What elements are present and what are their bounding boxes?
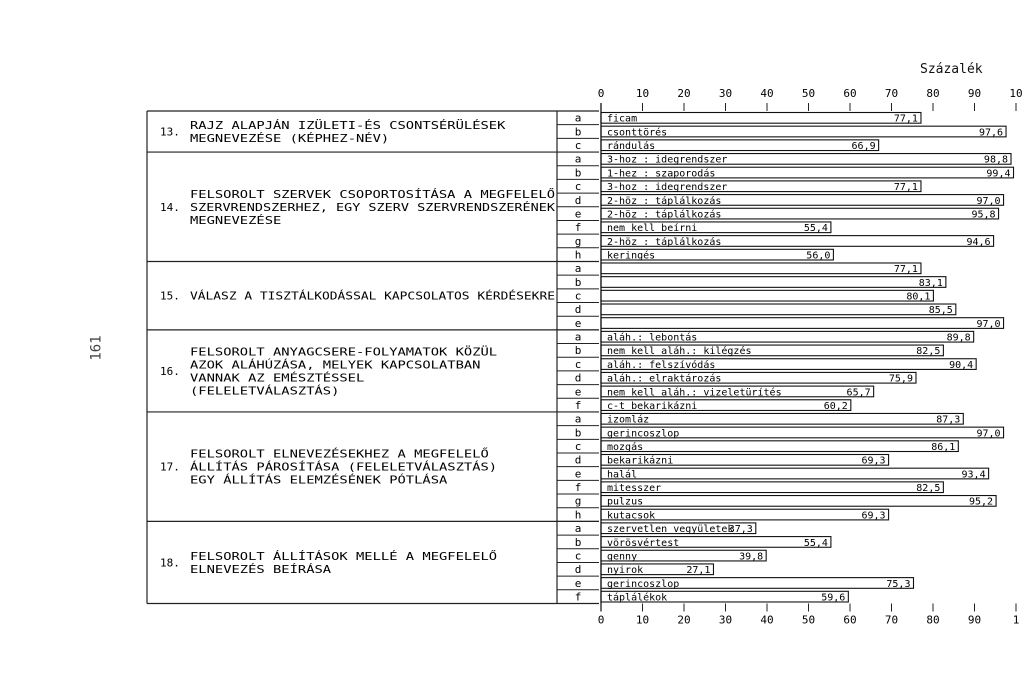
bar-value-label: 95,8	[971, 209, 996, 221]
bar-value-label: 82,5	[916, 483, 941, 495]
answer-letter: f	[574, 481, 582, 495]
bar-value-label: 83,1	[918, 277, 943, 289]
bar-label: gerincoszlop	[607, 428, 680, 440]
bar-label: 1-hez : szaporodás	[607, 168, 716, 180]
question-text: FELSOROLT SZERVEK CSOPORTOSÍTÁSA A MEGFELELŐ	[190, 188, 469, 201]
bar-value-label: 39,8	[739, 551, 764, 563]
answer-letter: d	[574, 371, 582, 385]
bar	[601, 290, 933, 301]
bar-label: szervetlen vegyületek	[607, 524, 734, 536]
bar-value-label: 65,7	[846, 387, 871, 399]
bar-label: aláh.: elraktározás	[607, 373, 722, 385]
bar-value-label: 27,1	[686, 565, 711, 577]
x-tick-top-label: 70	[884, 87, 899, 100]
question-number: 14.	[160, 200, 180, 214]
x-tick-top-label: 10	[1009, 87, 1023, 100]
bar-value-label: 77,1	[893, 182, 918, 194]
bar-label: kutacsok	[607, 510, 656, 522]
bar-label: mitesszer	[607, 483, 662, 495]
bar-value-label: 55,4	[803, 537, 828, 549]
answer-letter: e	[574, 576, 582, 590]
question-text: MEGNEVEZÉSE	[190, 214, 260, 227]
bar-label: ficam	[607, 113, 638, 125]
bar	[601, 263, 921, 274]
question-number: 15.	[160, 289, 180, 303]
bar-label: nyirok	[607, 565, 644, 577]
x-tick-top-label: 10	[635, 87, 650, 100]
question-number: 17.	[160, 460, 180, 474]
x-tick-top-label: 90	[967, 87, 982, 100]
bar-label: vörösvértest	[607, 537, 680, 549]
bar-label: pulzus	[607, 496, 644, 508]
x-tick-bottom-label: 90	[967, 613, 982, 627]
bar	[601, 496, 996, 507]
x-tick-bottom-label: 40	[760, 613, 774, 627]
bar-label: 3-hoz : idegrendszer	[607, 154, 728, 166]
bar-value-label: 94,6	[966, 236, 991, 248]
x-tick-top-label: 60	[843, 87, 857, 100]
question-text: VANNAK AZ EMÉSZTÉSSEL	[190, 372, 323, 385]
bar-label: mozgás	[607, 442, 644, 453]
answer-letter: a	[574, 111, 582, 125]
bar-value-label: 75,3	[886, 578, 911, 590]
answer-letter: b	[574, 166, 582, 180]
bar-value-label: 69,3	[861, 455, 886, 467]
answer-letter: f	[574, 398, 582, 412]
answer-letter: h	[574, 248, 582, 262]
x-tick-bottom-label: 10	[635, 613, 650, 627]
question-text: FELSOROLT ELNEVEZÉSEKHEZ A MEGFELELŐ	[190, 448, 418, 461]
x-tick-top-label: 50	[801, 87, 816, 100]
bar-label: nem kell aláh.: vizeletürítés	[607, 387, 782, 399]
bar-value-label: 97,0	[976, 318, 1001, 330]
bar-value-label: 69,3	[861, 510, 886, 522]
answer-letter: c	[574, 289, 582, 303]
bar-value-label: 59,6	[821, 592, 846, 604]
question-text: MEGNEVEZÉSE (KÉPHEZ-NÉV)	[190, 133, 342, 146]
bar-value-label: 95,2	[968, 496, 994, 508]
answer-letter: e	[574, 467, 582, 481]
answer-letter: g	[574, 494, 582, 508]
x-tick-top-label: 40	[760, 87, 774, 100]
bar-label: genny	[607, 551, 638, 563]
bar-value-label: 97,0	[976, 428, 1001, 440]
bar-value-label: 55,4	[803, 223, 828, 235]
bar-label: táplálékok	[607, 592, 668, 604]
bar-value-label: 90,4	[949, 359, 974, 371]
bar-label: izomláz	[607, 414, 650, 426]
bar	[601, 113, 921, 124]
bar-value-label: 77,1	[893, 264, 918, 276]
bar-value-label: 87,3	[936, 414, 961, 426]
bar-label: nem kell aláh.: kilégzés	[607, 346, 752, 358]
bar-value-label: 93,4	[961, 469, 986, 481]
x-tick-bottom-label: 70	[884, 613, 899, 627]
x-tick-bottom-label: 30	[718, 613, 733, 627]
bar-label: rándulás	[607, 141, 656, 153]
answer-letter: c	[574, 180, 582, 194]
x-axis-unit-label: Százalék	[920, 62, 983, 77]
bar-value-label: 97,0	[976, 195, 1001, 207]
bar-value-label: 82,5	[916, 346, 941, 358]
answer-letter: a	[574, 412, 582, 426]
answer-letter: b	[574, 426, 582, 440]
answer-letter: d	[574, 303, 582, 317]
x-tick-bottom-label: 0	[597, 613, 605, 627]
answer-letter: b	[574, 535, 582, 549]
answer-letter: c	[574, 357, 582, 371]
bar-label: csonttörés	[607, 127, 668, 139]
bar-label: keringés	[607, 250, 656, 262]
answer-letter: c	[574, 139, 582, 153]
x-tick-top-label: 30	[718, 87, 733, 100]
bar-value-label: 85,5	[928, 305, 953, 317]
question-number: 16.	[160, 364, 180, 378]
answer-letter: d	[574, 453, 582, 467]
bar-value-label: 89,8	[946, 332, 971, 344]
bar-label: halál	[607, 469, 638, 481]
question-text: FELSOROLT ÁLLÍTÁSOK MELLÉ A MEGFELELŐ	[190, 550, 424, 563]
answer-letter: a	[574, 152, 582, 166]
bar-value-label: 80,1	[906, 291, 931, 303]
margin-page-number: 161	[88, 335, 105, 361]
bar-value-label: 98,8	[983, 154, 1009, 166]
bar-label: 3-hoz : idegrendszer	[607, 182, 728, 194]
x-tick-bottom-label: 50	[801, 613, 816, 627]
answer-letter: f	[574, 590, 582, 604]
answer-letter: b	[574, 275, 582, 289]
answer-letter: c	[574, 549, 582, 563]
x-tick-bottom-label: 80	[926, 613, 940, 627]
question-text: ÁLLÍTÁS PÁROSÍTÁSA (FELELETVÁLASZTÁS)	[190, 461, 424, 474]
bar-label: c-t bekarikázni	[607, 400, 698, 412]
answer-letter: b	[574, 344, 582, 358]
x-tick-top-label: 20	[677, 87, 691, 100]
answer-letter: h	[574, 508, 582, 522]
bar	[601, 277, 946, 288]
bar-label: 2-höz : táplálkozás	[607, 236, 722, 248]
x-tick-bottom-label: 20	[677, 613, 691, 627]
x-tick-bottom-label: 1	[1012, 613, 1020, 627]
question-text: (FELELETVÁLASZTÁS)	[190, 385, 304, 398]
bar-value-label: 60,2	[823, 400, 848, 412]
bar-label: aláh.: lebontás	[607, 332, 698, 344]
bar-value-label: 75,9	[888, 373, 913, 385]
answer-letter: a	[574, 262, 582, 276]
bar	[601, 413, 963, 424]
question-text: SZERVRENDSZERHEZ, EGY SZERV SZERVRENDSZERÉNEK	[190, 201, 475, 214]
x-tick-bottom-label: 60	[843, 613, 857, 627]
question-number: 18.	[160, 556, 180, 570]
bar-label: 2-höz : táplálkozás	[607, 195, 722, 207]
answer-letter: f	[574, 221, 582, 235]
question-text: AZOK ALÁHÚZÁSA, MELYEK KAPCSOLATBAN	[190, 359, 412, 372]
answer-letter: e	[574, 316, 582, 330]
answer-letter: e	[574, 207, 582, 221]
bar	[601, 318, 1004, 329]
bar-value-label: 97,6	[978, 127, 1004, 139]
answer-letter: d	[574, 563, 582, 577]
answer-letter: e	[574, 385, 582, 399]
bar	[601, 304, 956, 315]
question-text: RAJZ ALAPJÁN IZÜLETI-ÉS CSONTSÉRÜLÉSEK	[190, 120, 431, 133]
bar-value-label: 56,0	[806, 250, 831, 262]
bar-label: nem kell beírni	[607, 223, 698, 235]
bar	[601, 441, 958, 452]
x-tick-top-label: 0	[597, 87, 605, 100]
bar-value-label: 86,1	[931, 442, 956, 453]
question-text: EGY ÁLLÍTÁS ELEMZÉSÉNEK PÓTLÁSA	[190, 474, 386, 487]
bar-value-label: 37,3	[728, 524, 753, 536]
bar-label: 2-höz : táplálkozás	[607, 209, 722, 221]
bar-label: gerincoszlop	[607, 578, 680, 590]
answer-letter: c	[574, 440, 582, 453]
bar-label: bekarikázni	[607, 455, 674, 467]
question-text: FELSOROLT ANYAGCSERE-FOLYAMATOK KÖZÜL	[190, 346, 424, 359]
answer-letter: d	[574, 193, 582, 207]
bar-value-label: 77,1	[893, 113, 918, 125]
answer-letter: a	[574, 330, 582, 344]
answer-letter: b	[574, 125, 582, 139]
bar	[601, 468, 989, 479]
bar-value-label: 66,9	[851, 141, 876, 153]
bar-label: aláh.: felszívódás	[607, 359, 716, 371]
bar-value-label: 99,4	[986, 168, 1011, 180]
answer-letter: g	[574, 234, 582, 248]
answer-letter: a	[574, 522, 582, 536]
question-text: VÁLASZ A TISZTÁLKODÁSSAL KAPCSOLATOS KÉRDÉSEKRE	[190, 290, 488, 303]
question-text: ELNEVEZÉS BEÍRÁSA	[190, 563, 298, 576]
x-tick-top-label: 80	[926, 87, 940, 100]
question-number: 13.	[160, 125, 180, 139]
